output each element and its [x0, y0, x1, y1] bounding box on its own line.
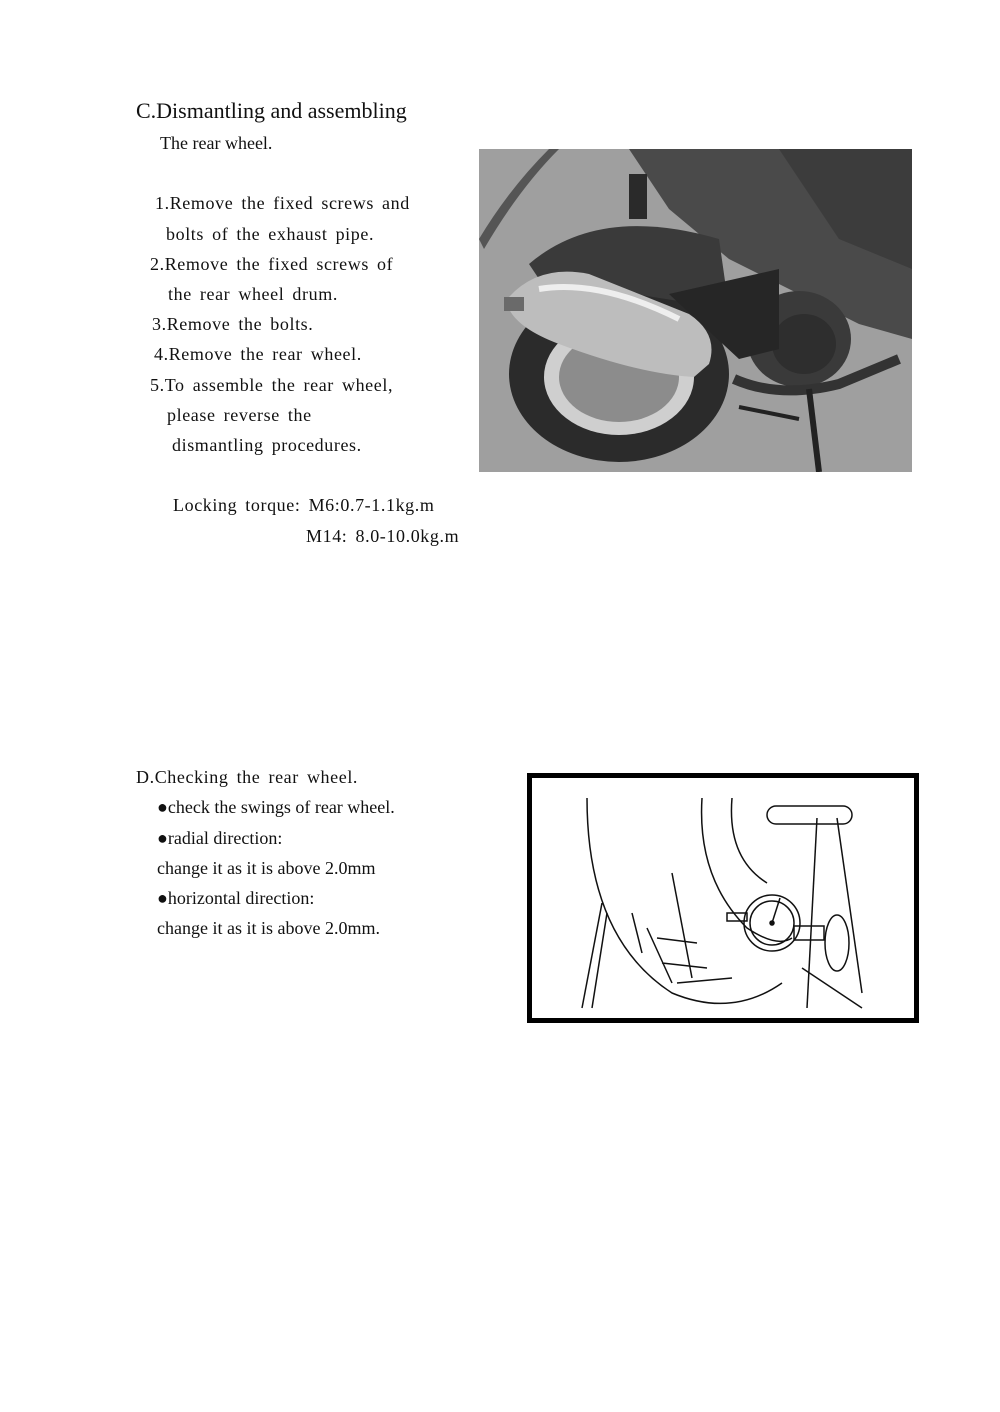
- step-line: 3.Remove the bolts.: [152, 314, 314, 334]
- step-line: 4.Remove the rear wheel.: [154, 344, 362, 364]
- section-c-heading: C.Dismantling and assembling: [136, 98, 407, 123]
- step-line: please reverse the: [167, 405, 312, 425]
- step-line: 2.Remove the fixed screws of: [150, 254, 394, 274]
- check-line: ●check the swings of rear wheel.: [157, 797, 395, 817]
- check-line: change it as it is above 2.0mm.: [157, 918, 380, 938]
- rear-wheel-photo: [479, 149, 912, 472]
- step-line: the rear wheel drum.: [168, 284, 338, 304]
- step-line: 1.Remove the fixed screws and: [155, 193, 410, 213]
- torque-line-m6: Locking torque: M6:0.7-1.1kg.m: [173, 495, 435, 515]
- section-d-heading: D.Checking the rear wheel.: [136, 767, 359, 787]
- check-line: ●radial direction:: [157, 828, 283, 848]
- step-line: bolts of the exhaust pipe.: [166, 224, 375, 244]
- torque-line-m14: M14: 8.0-10.0kg.m: [306, 526, 460, 546]
- check-line: change it as it is above 2.0mm: [157, 858, 376, 878]
- wheel-runout-drawing: [532, 778, 914, 1018]
- step-line: dismantling procedures.: [172, 435, 362, 455]
- check-line: ●horizontal direction:: [157, 888, 315, 908]
- dial-gauge-diagram: [527, 773, 919, 1023]
- step-line: 5.To assemble the rear wheel,: [150, 375, 394, 395]
- section-c-subheading: The rear wheel.: [160, 133, 273, 153]
- scooter-rear-wheel-image: [479, 149, 912, 472]
